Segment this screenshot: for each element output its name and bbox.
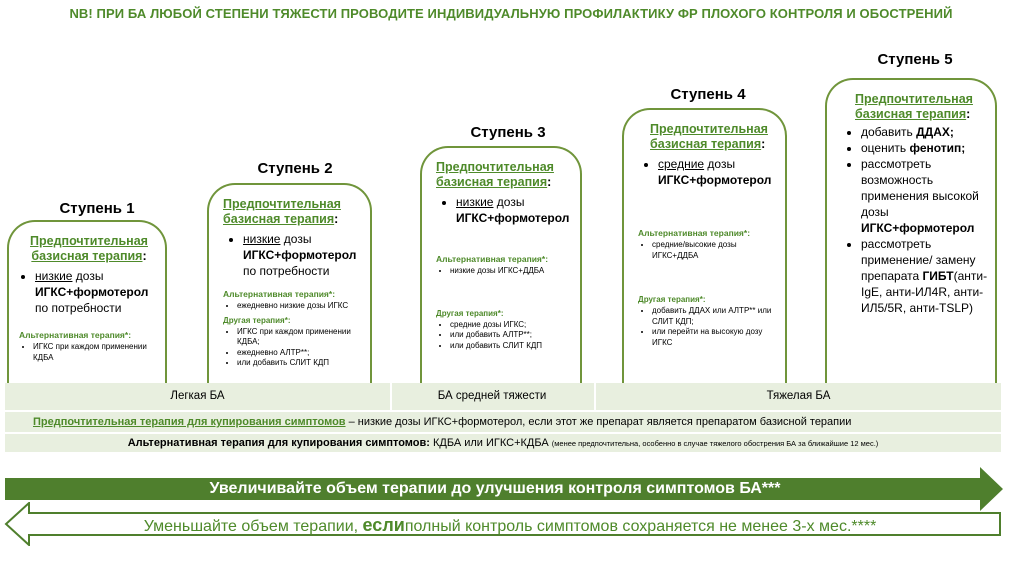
step-2-title: Ступень 2 <box>257 160 333 177</box>
severity-moderate: БА средней тяжести <box>437 390 547 402</box>
step-5-pref-list: • добавить ДДАХ; • оценить фенотип; • рассмотреть возможность применения высокой дозы ИГКС+формотерол • рассмотреть применение/ замену препарата ГИБТ(анти-IgE, анти-ИЛ4R, анти-ИЛ5/5R, анти-TSLP) <box>843 124 993 316</box>
step-3-title: Ступень 3 <box>470 124 546 141</box>
step-3-pref-list: • низкие дозы ИГКС+формотерол <box>436 194 576 226</box>
step-2-card <box>207 183 372 383</box>
step-1-pref-list: • низкие дозы ИГКС+формотерол по потребности <box>19 268 159 316</box>
step-4-alt-list: • средние/высокие дозы ИГКС+ДДБА <box>638 240 781 261</box>
step-3-card <box>420 146 582 383</box>
reliever-preferred-text: – низкие дозы ИГКС+формотерол, если этот же препарат является препаратом базисной терапии <box>345 416 852 428</box>
reliever-alternative-label: Альтернативная терапия для купирования симптомов: <box>127 437 430 449</box>
step-4-pref-list: • средние дозы ИГКС+формотерол <box>638 156 781 188</box>
step-2-pref-header: Предпочтительная базисная терапия: <box>223 197 341 226</box>
step-4-card <box>622 108 787 383</box>
step-3-alt-header: Альтернативная терапия*: <box>436 254 549 264</box>
step-up-text: Увеличивайте объем терапии до улучшения контроля симптомов БА*** <box>209 480 781 497</box>
step-3-pref-header: Предпочтительная базисная терапия: <box>436 160 554 189</box>
step-1-pref-header: Предпочтительная базисная терапия: <box>30 234 148 263</box>
reliever-alternative-text: КДБА или ИГКС+КДБА <box>433 437 549 449</box>
severity-row <box>5 383 1001 410</box>
reliever-preferred-label: Предпочтительная терапия для купирования симптомов <box>33 416 346 428</box>
step-1-alt-header: Альтернативная терапия*: <box>19 330 132 340</box>
step-4-other-header: Другая терапия*: <box>638 295 706 304</box>
banner-note: NB! ПРИ БА ЛЮБОЙ СТЕПЕНИ ТЯЖЕСТИ ПРОВОДИТЕ ИНДИВИДУАЛЬНУЮ ПРОФИЛАКТИКУ ФР ПЛОХОГО КОНТРОЛЯ И ОБОСТРЕНИЙ <box>69 6 953 21</box>
severity-severe: Тяжелая БА <box>766 390 831 402</box>
step-2-other-list: • ИГКС при каждом применении КДБА; • ежедневно АЛТР**; • или добавить СЛИТ КДП <box>223 327 366 369</box>
step-2-alt-header: Альтернативная терапия*: <box>223 289 336 299</box>
step-3-alt-list: • низкие дозы ИГКС+ДДБА <box>436 266 576 277</box>
step-1-alt-list: • ИГКС при каждом применении КДБА <box>19 342 159 363</box>
step-3-other-header: Другая терапия*: <box>436 308 504 318</box>
step-1-card <box>7 220 167 383</box>
step-2-other-header: Другая терапия*: <box>223 315 291 325</box>
step-5-pref-header: Предпочтительная базисная терапия: <box>855 92 973 121</box>
step-4-other-list: • добавить ДДАХ или АЛТР** или СЛИТ КДП; • или перейти на высокую дозу ИГКС <box>638 306 781 348</box>
reliever-preferred-row <box>5 412 1001 432</box>
step-2-pref-list: • низкие дозы ИГКС+формотерол по потребности <box>223 231 366 279</box>
step-3-other-list: • средние дозы ИГКС; • или добавить АЛТР**; • или добавить СЛИТ КДП <box>436 320 576 352</box>
severity-mild: Легкая БА <box>170 390 225 402</box>
step-5-card <box>825 78 997 383</box>
reliever-alternative-row <box>5 434 1001 452</box>
step-down-text: Уменьшайте объем терапии, еслиполный контроль симптомов сохраняется не менее 3-х мес.**** <box>143 515 877 535</box>
step-1-title: Ступень 1 <box>59 200 135 217</box>
step-4-pref-header: Предпочтительная базисная терапия: <box>650 122 768 151</box>
step-5-title: Ступень 5 <box>877 51 953 68</box>
step-2-alt-list: • ежедневно низкие дозы ИГКС <box>223 301 366 312</box>
reliever-alternative-note: (менее предпочтительна, особенно в случае тяжелого обострения БА за ближайшие 12 мес.) <box>551 439 879 448</box>
step-4-alt-header: Альтернативная терапия*: <box>638 228 751 238</box>
step-4-title: Ступень 4 <box>670 86 746 103</box>
